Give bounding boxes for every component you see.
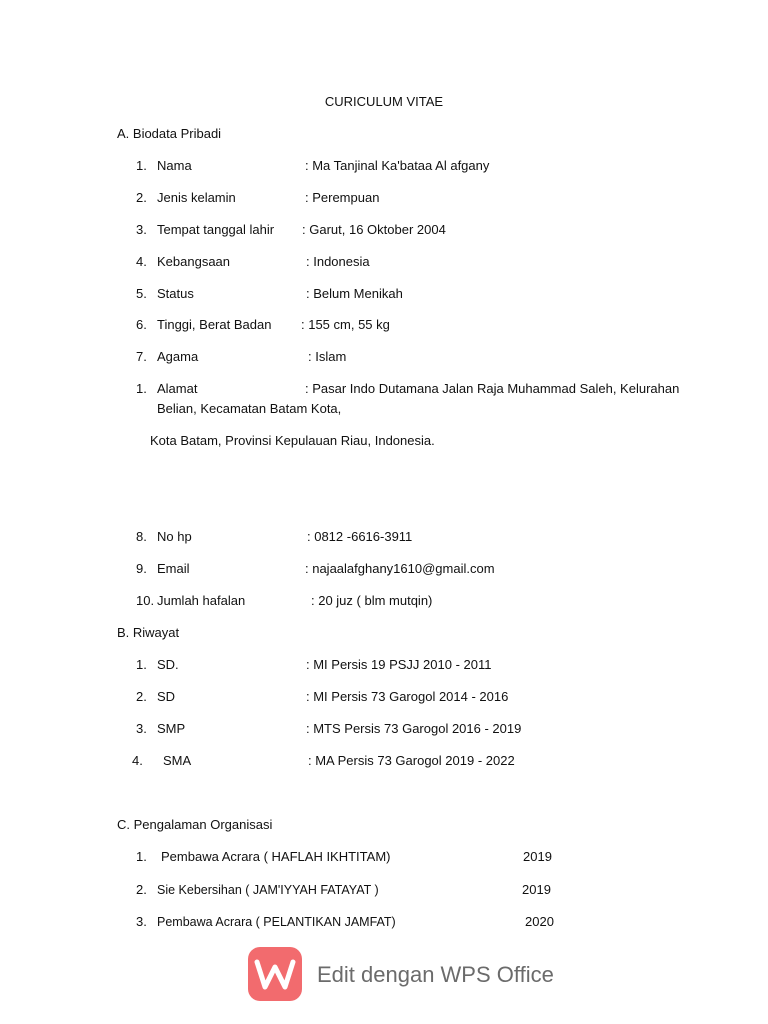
field-value: : MI Persis 19 PSJJ 2010 - 2011 [306,657,492,672]
field-label: No hp [157,529,192,544]
field-label: Jenis kelamin [157,190,236,205]
field-label: Nama [157,158,192,173]
document-title: CURICULUM VITAE [324,94,444,109]
section-a-heading: A. Biodata Pribadi [117,126,222,141]
list-number: 1. [136,657,147,672]
field-value: : 155 cm, 55 kg [301,317,390,332]
field-value: : najaalafghany1610@gmail.com [305,561,495,576]
list-number: 6. [136,317,147,332]
field-label: SD [157,689,176,704]
field-label: Tempat tanggal lahir [157,222,275,237]
list-number: 5. [136,286,147,301]
address-continuation: Belian, Kecamatan Batam Kota, [157,401,342,416]
list-number: 1. [136,849,147,864]
field-label: Jumlah hafalan [157,593,246,608]
field-label: Tinggi, Berat Badan [157,317,272,332]
activity-year: 2019 [523,849,552,864]
activity-year: 2019 [522,882,551,897]
list-number: 9. [136,561,147,576]
field-value: : MA Persis 73 Garogol 2019 - 2022 [308,753,515,768]
list-number: 3. [136,721,147,736]
list-number: 2. [136,882,147,897]
list-number: 3. [136,914,147,929]
section-b-heading: B. Riwayat [117,625,180,640]
section-c-heading: C. Pengalaman Organisasi [117,817,273,832]
field-label: Kebangsaan [157,254,231,269]
field-label: SMP [157,721,186,736]
field-value: : Ma Tanjinal Ka'bataa Al afgany [305,158,490,173]
field-value: : 0812 -6616-3911 [307,529,413,544]
list-number: 1. [136,158,147,173]
list-number: 3. [136,222,147,237]
field-label: Email [157,561,190,576]
activity-year: 2020 [525,914,554,929]
list-number: 4. [136,254,147,269]
list-number: 10. [136,593,155,608]
field-value: : Perempuan [305,190,380,205]
activity-label: Sie Kebersihan ( JAM'IYYAH FATAYAT ) [157,883,379,897]
field-value: : Islam [308,349,347,364]
list-number: 1. [136,381,147,396]
list-number: 8. [136,529,147,544]
field-value: : 20 juz ( blm mutqin) [311,593,433,608]
field-value: : Belum Menikah [306,286,403,301]
list-number: 2. [136,689,147,704]
field-value: : Garut, 16 Oktober 2004 [302,222,446,237]
field-value: : Indonesia [306,254,370,269]
list-number: 7. [136,349,147,364]
activity-label: Pembawa Acrara ( PELANTIKAN JAMFAT) [157,915,396,929]
field-label: Status [157,286,194,301]
field-label: Alamat [157,381,198,396]
field-label: Agama [157,349,199,364]
wps-edit-link[interactable]: Edit dengan WPS Office [317,962,554,987]
activity-label: Pembawa Acrara ( HAFLAH IKHTITAM) [161,849,391,864]
field-label: SMA [163,753,192,768]
field-label: SD. [157,657,179,672]
field-value: : MI Persis 73 Garogol 2014 - 2016 [306,689,509,704]
list-number: 4. [132,753,143,768]
list-number: 2. [136,190,147,205]
wps-office-icon[interactable] [248,947,302,1001]
field-value: : Pasar Indo Dutamana Jalan Raja Muhammad Saleh, Kelurahan [305,381,680,396]
address-continuation: Kota Batam, Provinsi Kepulauan Riau, Indonesia. [150,433,435,448]
field-value: : MTS Persis 73 Garogol 2016 - 2019 [306,721,522,736]
